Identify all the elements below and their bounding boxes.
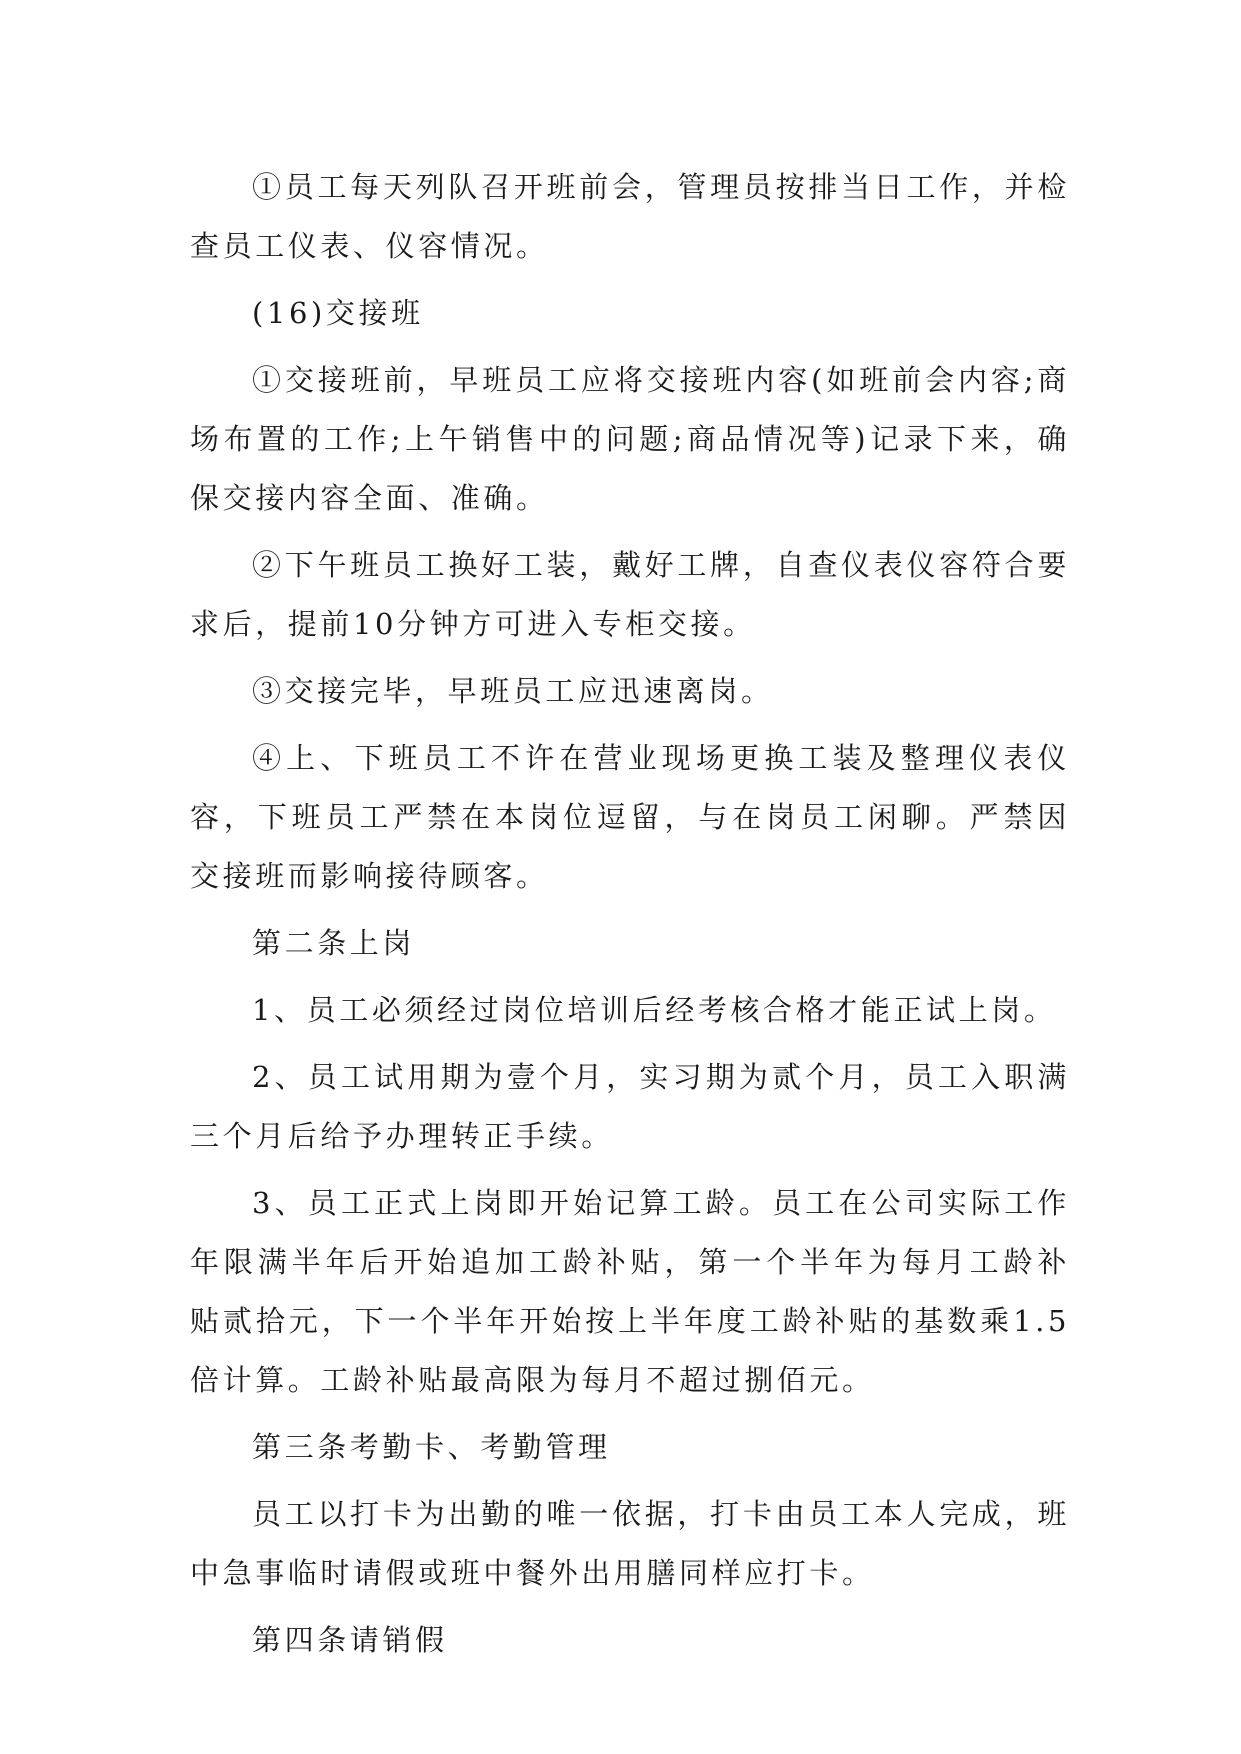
paragraph-afternoon-shift: ②下午班员工换好工装，戴好工牌，自查仪表仪容符合要求后，提前10分钟方可进入专柜交接。 (190, 548, 1070, 641)
section-heading-shift-handover: (16)交接班 (252, 296, 424, 330)
paragraph-seniority: 3、员工正式上岗即开始记算工龄。员工在公司实际工作年限满半年后开始追加工龄补贴，第一个半年为每月工龄补贴贰拾元，下一个半年开始按上半年度工龄补贴的基数乘1.5倍计算。工龄补贴最高限为每月不超过捌佰元。 (190, 1186, 1070, 1397)
article-heading-3: 第三条考勤卡、考勤管理 (252, 1430, 611, 1464)
paragraph-pre-shift-meeting: ①员工每天列队召开班前会，管理员按排当日工作，并检查员工仪表、仪容情况。 (190, 170, 1070, 263)
paragraph-training: 1、员工必须经过岗位培训后经考核合格才能正试上岗。 (252, 993, 1057, 1027)
paragraph-attendance: 员工以打卡为出勤的唯一依据，打卡由员工本人完成，班中急事临时请假或班中餐外出用膳同样应打卡。 (190, 1497, 1070, 1590)
paragraph-handover-complete: ③交接完毕，早班员工应迅速离岗。 (252, 674, 774, 708)
article-heading-4: 第四条请销假 (252, 1623, 448, 1657)
paragraph-probation: 2、员工试用期为壹个月，实习期为贰个月，员工入职满三个月后给予办理转正手续。 (190, 1060, 1070, 1153)
article-heading-2: 第二条上岗 (252, 926, 416, 960)
paragraph-handover-rules: ④上、下班员工不许在营业现场更换工装及整理仪表仪容，下班员工严禁在本岗位逗留，与在岗员工闲聊。严禁因交接班而影响接待顾客。 (190, 741, 1070, 893)
paragraph-handover-record: ①交接班前，早班员工应将交接班内容(如班前会内容;商场布置的工作;上午销售中的问题;商品情况等)记录下来，确保交接内容全面、准确。 (190, 363, 1070, 515)
document-body (190, 158, 1070, 1678)
